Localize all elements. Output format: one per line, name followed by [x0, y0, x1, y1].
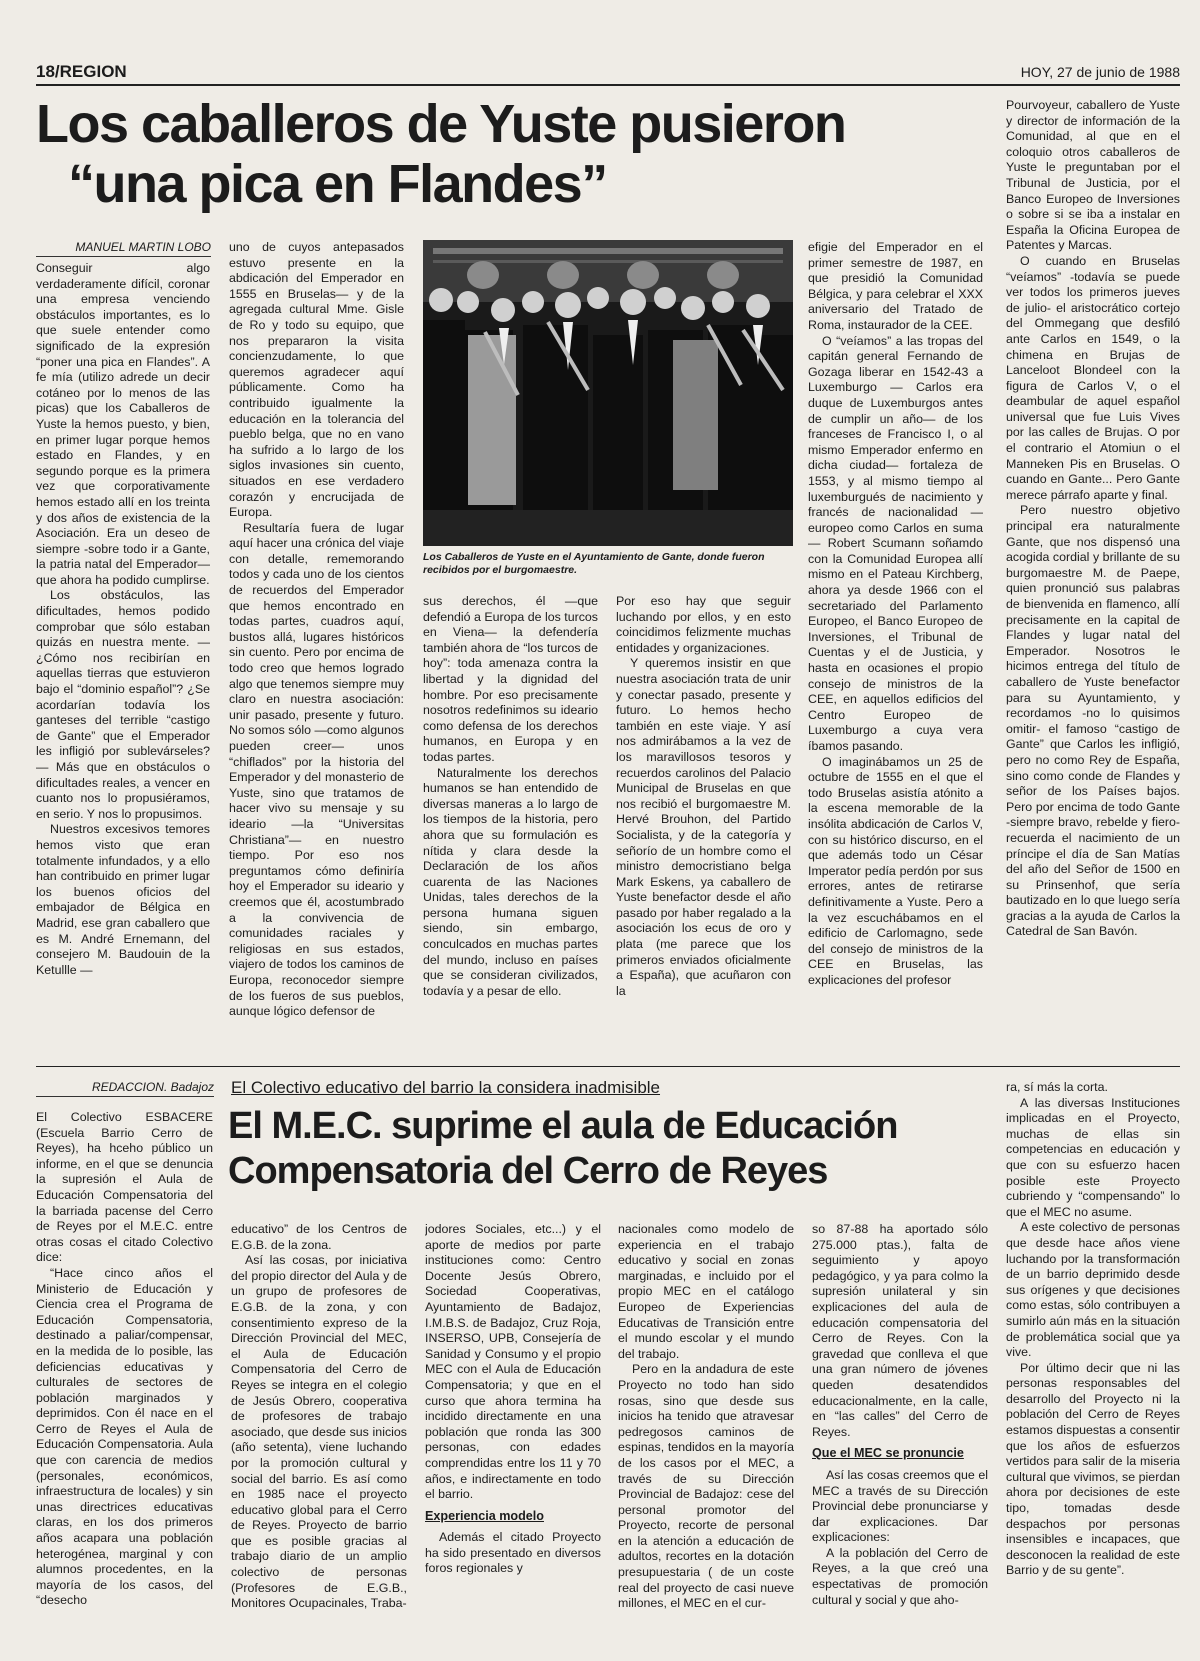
- paragraph: ra, sí más la corta.: [1006, 1080, 1108, 1094]
- paragraph: Pero en la andadura de este Proyecto no todo han sido rosas, sino que desde sus inicios ha tenido que atravesar pedregosos caminos de espinas, tendidos en la mayoría de los casos por el MEC, a través de su Dirección Provincial de Badajoz: cese del personal promotor del Proyecto, recorte de personal en la atención a educación de adultos, recortes en la dotación presupuestaria ( de un coste real del proyecto de casi nueve millones, el MEC en el cur-: [618, 1362, 794, 1611]
- article2-headline-line1: El M.E.C. suprime el aula de Educación: [228, 1105, 898, 1147]
- paragraph: Y queremos insistir en que nuestra asociación trata de unir y conectar pasado, presente y futuro. Lo hemos hecho también en este viaje. Y así nos admirábamos a la vez de los maravillosos tesoros y recuerdos carolinos del Palacio Municipal de Bruselas en que nos recibió el burgomaestre M. Hervé Brouhon, del Partido Socialista, y de la categoría y señorío de un hombre como el ministro democristiano belga Mark Eskens, ya caballero de Yuste benefactor desde el año pasado por haber regalado a la asociación los ecus de oro y plata (me parece que los primeros enviados oficialmente a España), que acuñaron con la: [616, 656, 791, 998]
- article1-column-4: [616, 594, 791, 1041]
- paragraph: Por último decir que ni las personas responsables del desarrollo del Proyecto ni la población del Cerro de Reyes estamos dispuestas a consentir que los años de esfuerzos vertidos para salir de la miseria cultural que vivimos, se pierdan ahora por decisiones de este tipo, tomadas desde despachos por personas insensibles e incapaces, que desconocen la realidad de este Barrio y de su gente”.: [1006, 1360, 1180, 1578]
- paragraph: Así las cosas, por iniciativa del propio director del Aula y de un grupo de profesores de E.G.B. de la zona, y con consentimiento expreso de la Dirección Provincial del MEC, el Aula de Educación Compensatoria del Cerro de Reyes se integra en el colegio de Jesús Obrero, cooperativa de profesores de trabajo asociado, que desde sus inicios (año setenta), viene luchando por la promoción cultural y social del barrio. Es así como en 1985 nace el proyecto educativo global para el Cerro de Reyes. Proyecto de barrio que es posible gracias al trabajo diario de un amplio colectivo de personas (Profesores de E.G.B., Monitores Ocupacinales, Traba-: [231, 1253, 407, 1611]
- article1-column-6: [1006, 98, 1180, 1041]
- article1-headline: [36, 94, 986, 214]
- article2-headline-line2: Compensatoria del Cerro de Reyes: [228, 1150, 828, 1192]
- article1-column-3: [423, 594, 598, 1041]
- article2-column-5: [812, 1222, 988, 1655]
- paragraph: Así las cosas creemos que el MEC a través de su Dirección Provincial debe pronunciarse y dar explicaciones. Dar explicaciones:: [812, 1467, 988, 1545]
- paragraph: educativo” de los Centros de E.G.B. de la zona.: [231, 1222, 407, 1252]
- paragraph: A la población del Cerro de Reyes, a la que creó una espectativas de promoción cultural y social y que aho-: [812, 1545, 988, 1607]
- header-rule: [36, 84, 1180, 86]
- section-name: /REGION: [54, 62, 127, 81]
- article-separator: [36, 1066, 1180, 1067]
- article2-column-1: [36, 1110, 213, 1655]
- paragraph: A las diversas Instituciones implicadas en el Proyecto, muchas de ellas sin competencias en educación y que con su esfuerzo hacen posible este Proyecto cubriendo y “compensando” lo que el MEC no asume.: [1006, 1095, 1180, 1219]
- paragraph: Además el citado Proyecto ha sido presentado en diversos foros regionales y: [425, 1530, 601, 1576]
- paragraph: Conseguir algo verdaderamente difícil, coronar una empresa venciendo obstáculos importantes, es lo que suele entender como significado de la expresión “poner una pica en Flandes”. A fe mía (utilizo adrede un decir cotáneo por lo menos de las picas) que los Caballeros de Yuste la hemos puesto, y bien, en primer lugar porque hemos estado en Flandes, y en segundo porque es la primera vez que corporativamente hemos estado allí en los treinta y dos años de existencia de la Asociación. Era un deseo de siempre -sobre todo ir a Gante, la patria natal del Emperador— que ahora ha podido cumplirse.: [36, 261, 210, 587]
- paragraph: O cuando en Bruselas “veíamos” -todavía se puede ver todos los primeros jueves de julio- el aristocrático cortejo del Ommegang que desfiló ante Carlos en 1549, o la chimena en Brujas de Lanceloot Blondeel con la figura de Carlos V, o el deambular de aquel español universal que fue Luis Vives por las calles de Brujas. O por el contrario el Atomiun o el Manneken Pis en Bruselas. O cuando en Gante... Pero Gante merece párrafo aparte y final.: [1006, 253, 1180, 502]
- article1-column-5: [808, 240, 983, 1041]
- article1-photo-caption: Los Caballeros de Yuste en el Ayuntamiento de Gante, donde fueron recibidos por el burgomaestre.: [423, 551, 765, 576]
- paragraph: jodores Sociales, etc...) y el aporte de medios por parte instituciones como: Centro Docente Jesús Obrero, Sociedad Cooperativas, Ayuntamiento de Badajoz, I.M.B.S. de Badajoz, Cruz Roja, INSERSO, UPB, Consejería de Sanidad y Consumo y el propio MEC con el Aula de Educación Compensatoria; y que en el curso que ahora termina ha incidido directamente en una población que ronda las 300 personas, con edades comprendidas entre los 11 y 70 años, e indirectamente en todo el barrio.: [425, 1222, 601, 1502]
- paragraph: uno de cuyos antepasados estuvo presente en la abdicación del Emperador en 1555 en Bruselas— y de la agregada cultural Mme. Gisle de Ro y todo su equipo, que nos prepararon la visita concienzudamente, lo que queremos agradecer aquí públicamente. Como ha contribuido igualmente la educación en la tolerancia del pueblo belga, que no en vano ha sufrido a lo largo de los siglos invasiones sin cuento, situados en ese verdadero corazón y encrucijada de Europa.: [229, 240, 404, 520]
- paragraph: “Hace cinco años el Ministerio de Educación y Ciencia crea el Programa de Educación Compensatoria, destinado a paliar/compensar, en la medida de lo posible, las deficiencias educativas y culturales de sectores de población marginados y deprimidos. Con él nace en el Cerro de Reyes el Aula de Educación Compensatoria. Aula que con carencia de medios (personales, económicos, infraestructura de locales) y sin unas directrices educativas claras, en los dos primeros años acapara una población heterogénea, marginal y con alumnos procedentes, en la mayoría de los casos, del “desecho: [36, 1265, 213, 1608]
- paragraph: A este colectivo de personas que desde hace años viene luchando por la transformación de un barrio deprimido desde sus orígenes y que decisiones como estas, sólo contribuyen a sumirlo aún más en la situación de problemática social que ya vive.: [1006, 1220, 1180, 1360]
- article2-headline: [228, 1104, 988, 1194]
- paragraph: Pourvoyeur, caballero de Yuste y director de información de la Comunidad, al que en el coloquio otros caballeros de Yuste le preguntaban por el Tribunal de Justicia, por el Banco Europeo de Inversiones o sobre si se iba a instalar en España la Oficina Europea de Patentes y Marcas.: [1006, 98, 1180, 253]
- paragraph: O imaginábamos un 25 de octubre de 1555 en el que el todo Bruselas asistía atónito a la escena memorable de la insólita abdicación de Carlos V, con su histórico discurso, en el que además todo un César Imperator pedía perdón por sus errores, antes de retirarse definitivamente a Yuste. Pero a la vez escuchábamos en el edificio de Carlomagno, sede del consejo de ministros de la CEE en Bruselas, las explicaciones del profesor: [808, 754, 983, 987]
- paragraph: O “veíamos” a las tropas del capitán general Fernando de Gozaga liberar en 1542-43 a Luxemburgo — Carlos era duque de Luxemburgos antes de cumplir un año— de los franceses de Francisco I, o al mismo Emperador enfermo en dicha ciudad— fortaleza de 1553, y al mismo tiempo al luxemburgués de nacimiento y francés de nacionalidad —europeo como Carlos en suma— Robert Scumann soñamdo con la Comunidad Europea allí mismo en el Pateau Kirchberg, ahora ya desde 1966 con el secretariado del Parlamento Europeo, el Banco Europeo de Inversiones, el Tribunal de Cuentas y el de Justicia, y hasta en ocasiones el propio consejo de ministros de la CEE, en aquellos edificios del Centro Europeo de Luxemburgo a cuya vera íbamos pasando.: [808, 333, 983, 753]
- page-folio: [36, 62, 127, 82]
- subhead-experiencia-modelo: Experiencia modelo: [425, 1508, 544, 1523]
- paragraph: nacionales como modelo de experiencia en el trabajo educativo y social en zonas marginadas, e incluido por el propio MEC en el catálogo Europeo de Experiencias Educativas de Transición entre el mundo escolar y el mundo del trabajo.: [618, 1222, 794, 1361]
- article1-headline-line2: “una pica en Flandes”: [68, 154, 607, 214]
- paragraph: Naturalmente los derechos humanos se han entendido de diversas maneras a lo largo de los tiempos de la historia, pero ahora que su formulación es nítida y clara desde la Declaración de los años cuarenta de las Naciones Unidas, tales derechos de la persona humana siguen siendo, sin embargo, conculcados en muchas partes del mundo, incluso en países que se consideran civilizados, todavía y a pesar de ello.: [423, 765, 598, 998]
- article2-column-3: [425, 1222, 601, 1655]
- article1-column-2: [229, 240, 404, 1041]
- paragraph: efigie del Emperador en el primer semestre de 1987, en que presidió la Comunidad Bélgica, y para celebrar el XXX aniversario del Tratado de Roma, instaurador de la CEE.: [808, 240, 983, 332]
- paragraph: Nuestros excesivos temores hemos visto que eran totalmente infundados, y a ello han contribuido en primer lugar los buenos oficios del embajador de Bélgica en Madrid, ese gran caballero que es M. André Ernemann, del consejero M. Baudouin de la Ketullle —: [36, 822, 210, 977]
- group-photo-image: [423, 240, 793, 546]
- article1-photo: [423, 240, 793, 546]
- paragraph: Por eso hay que seguir luchando por ellos, y en esto coincidimos felizmente muchas entidades y organizaciones.: [616, 594, 791, 655]
- article2-kicker: El Colectivo educativo del barrio la considera inadmisible: [231, 1078, 661, 1097]
- paragraph: Los obstáculos, las dificultades, hemos podido comprobar que sólo estaban quizás en nuestra mente. —¿Cómo nos recibirían en aquellas tierras que estuvieron bajo el “dominio español”? ¿Se acordarían todavía los ganteses del terrible “castigo de Gante” que el Emperador les infligió por sublevárseles?— Más que en obstáculos o dificultades reales, a vencer en cuanto nos lo propusiéramos, en serio. Y nos lo propusimos.: [36, 588, 210, 821]
- article2-column-4: [618, 1222, 794, 1655]
- paragraph: sus derechos, él —que defendió a Europa de los turcos en Viena— la defendería también ahora de “los turcos de hoy”: toda amenaza contra la libertad y la dignidad del hombre. Por eso precisamente nosotros redefinimos su ideario como defensa de los derechos humanos, en Europa y en todas partes.: [423, 594, 598, 764]
- subhead-que-el-mec-se-pronuncie: Que el MEC se pronuncie: [812, 1446, 964, 1461]
- paragraph: Pero nuestro objetivo principal era naturalmente Gante, que nos dispensó una acogida cordial y brillante de su burgomaestre M. de Paepe, quien pronunció sus palabras de bienvenida en flamenco, allí precisamente en la capital de Flandes y lugar natal del Emperador. Nosotros le hicimos entrega del título de caballero de Yuste benefactor para su Ayuntamiento, y recordamos -no lo quisimos omitir- el famoso “castigo de Gante” que Carlos les infligió, pero no como Rey de España, sino como conde de Flandes y señor de los Países bajos. Pero por encima de todo Gante -siempre bravo, rebelde y fiero- recuerda el nacimiento de un príncipe el día de San Matías del año del Señor de 1500 en su Prinsenhof, que sería bautizado en lo que luego sería gracias a la ayuda de Carlos la Catedral de San Bavón.: [1006, 503, 1180, 939]
- paragraph: Resultaría fuera de lugar aquí hacer una crónica del viaje con detalle, rememorando todos y cada uno de los cientos de recuerdos del Emperador que hemos encontrado en todas partes, cuadros aquí, bustos allá, lugares históricos sin cuento. Pero por encima de todo creo que hemos logrado algo que tenemos siempre muy claro en nuestra asociación: unir pasado, presente y futuro. No somos sólo —como algunos pueden creer— unos “chiflados” por la historia del Emperador y del monasterio de Yuste, sino que tratamos de hacer vivo su mensaje y su ideario —la “Universitas Christiana”— en nuestro tiempo. Por eso nos preguntamos cómo definiría hoy el Emperador su ideario y creemos que él, acostumbrado a la convivencia de comunidades raciales y religiosas en sus estados, viajero de todos los caminos de Europa, reconocedor siempre de los fueros de sus pueblos, aunque lógico defensor de: [229, 520, 404, 1019]
- article1-headline-line1: Los caballeros de Yuste pusieron: [36, 94, 846, 154]
- paragraph: El Colectivo ESBACERE (Escuela Barrio Cerro de Reyes), ha hceho público un informe, en el que se denuncia la supresión el Aula de Educación Compensatoria del la barriada pacense del Cerro de Reyes por el M.E.C. entre otras cosas el citado Colectivo dice:: [36, 1110, 213, 1265]
- article1-column-1: [36, 261, 210, 1041]
- date-line: HOY, 27 de junio de 1988: [1020, 64, 1180, 80]
- article2-column-6: [1006, 1080, 1180, 1655]
- article1-byline: MANUEL MARTIN LOBO: [36, 240, 211, 257]
- article2-column-2: [231, 1222, 407, 1655]
- page-number: 18: [36, 62, 55, 81]
- paragraph: so 87-88 ha aportado sólo 275.000 ptas.), falta de seguimiento y apoyo pedagógico, y ya para colmo la supresión unilateral y sin explicaciones del aula de educación compensatoria del Cerro de Reyes. Con la gravedad que conlleva el que una gran número de jóvenes queden desatendidos educacionalmente, en la calle, en “las calles” del Cerro de Reyes.: [812, 1222, 988, 1439]
- article2-byline: REDACCION. Badajoz: [36, 1080, 214, 1097]
